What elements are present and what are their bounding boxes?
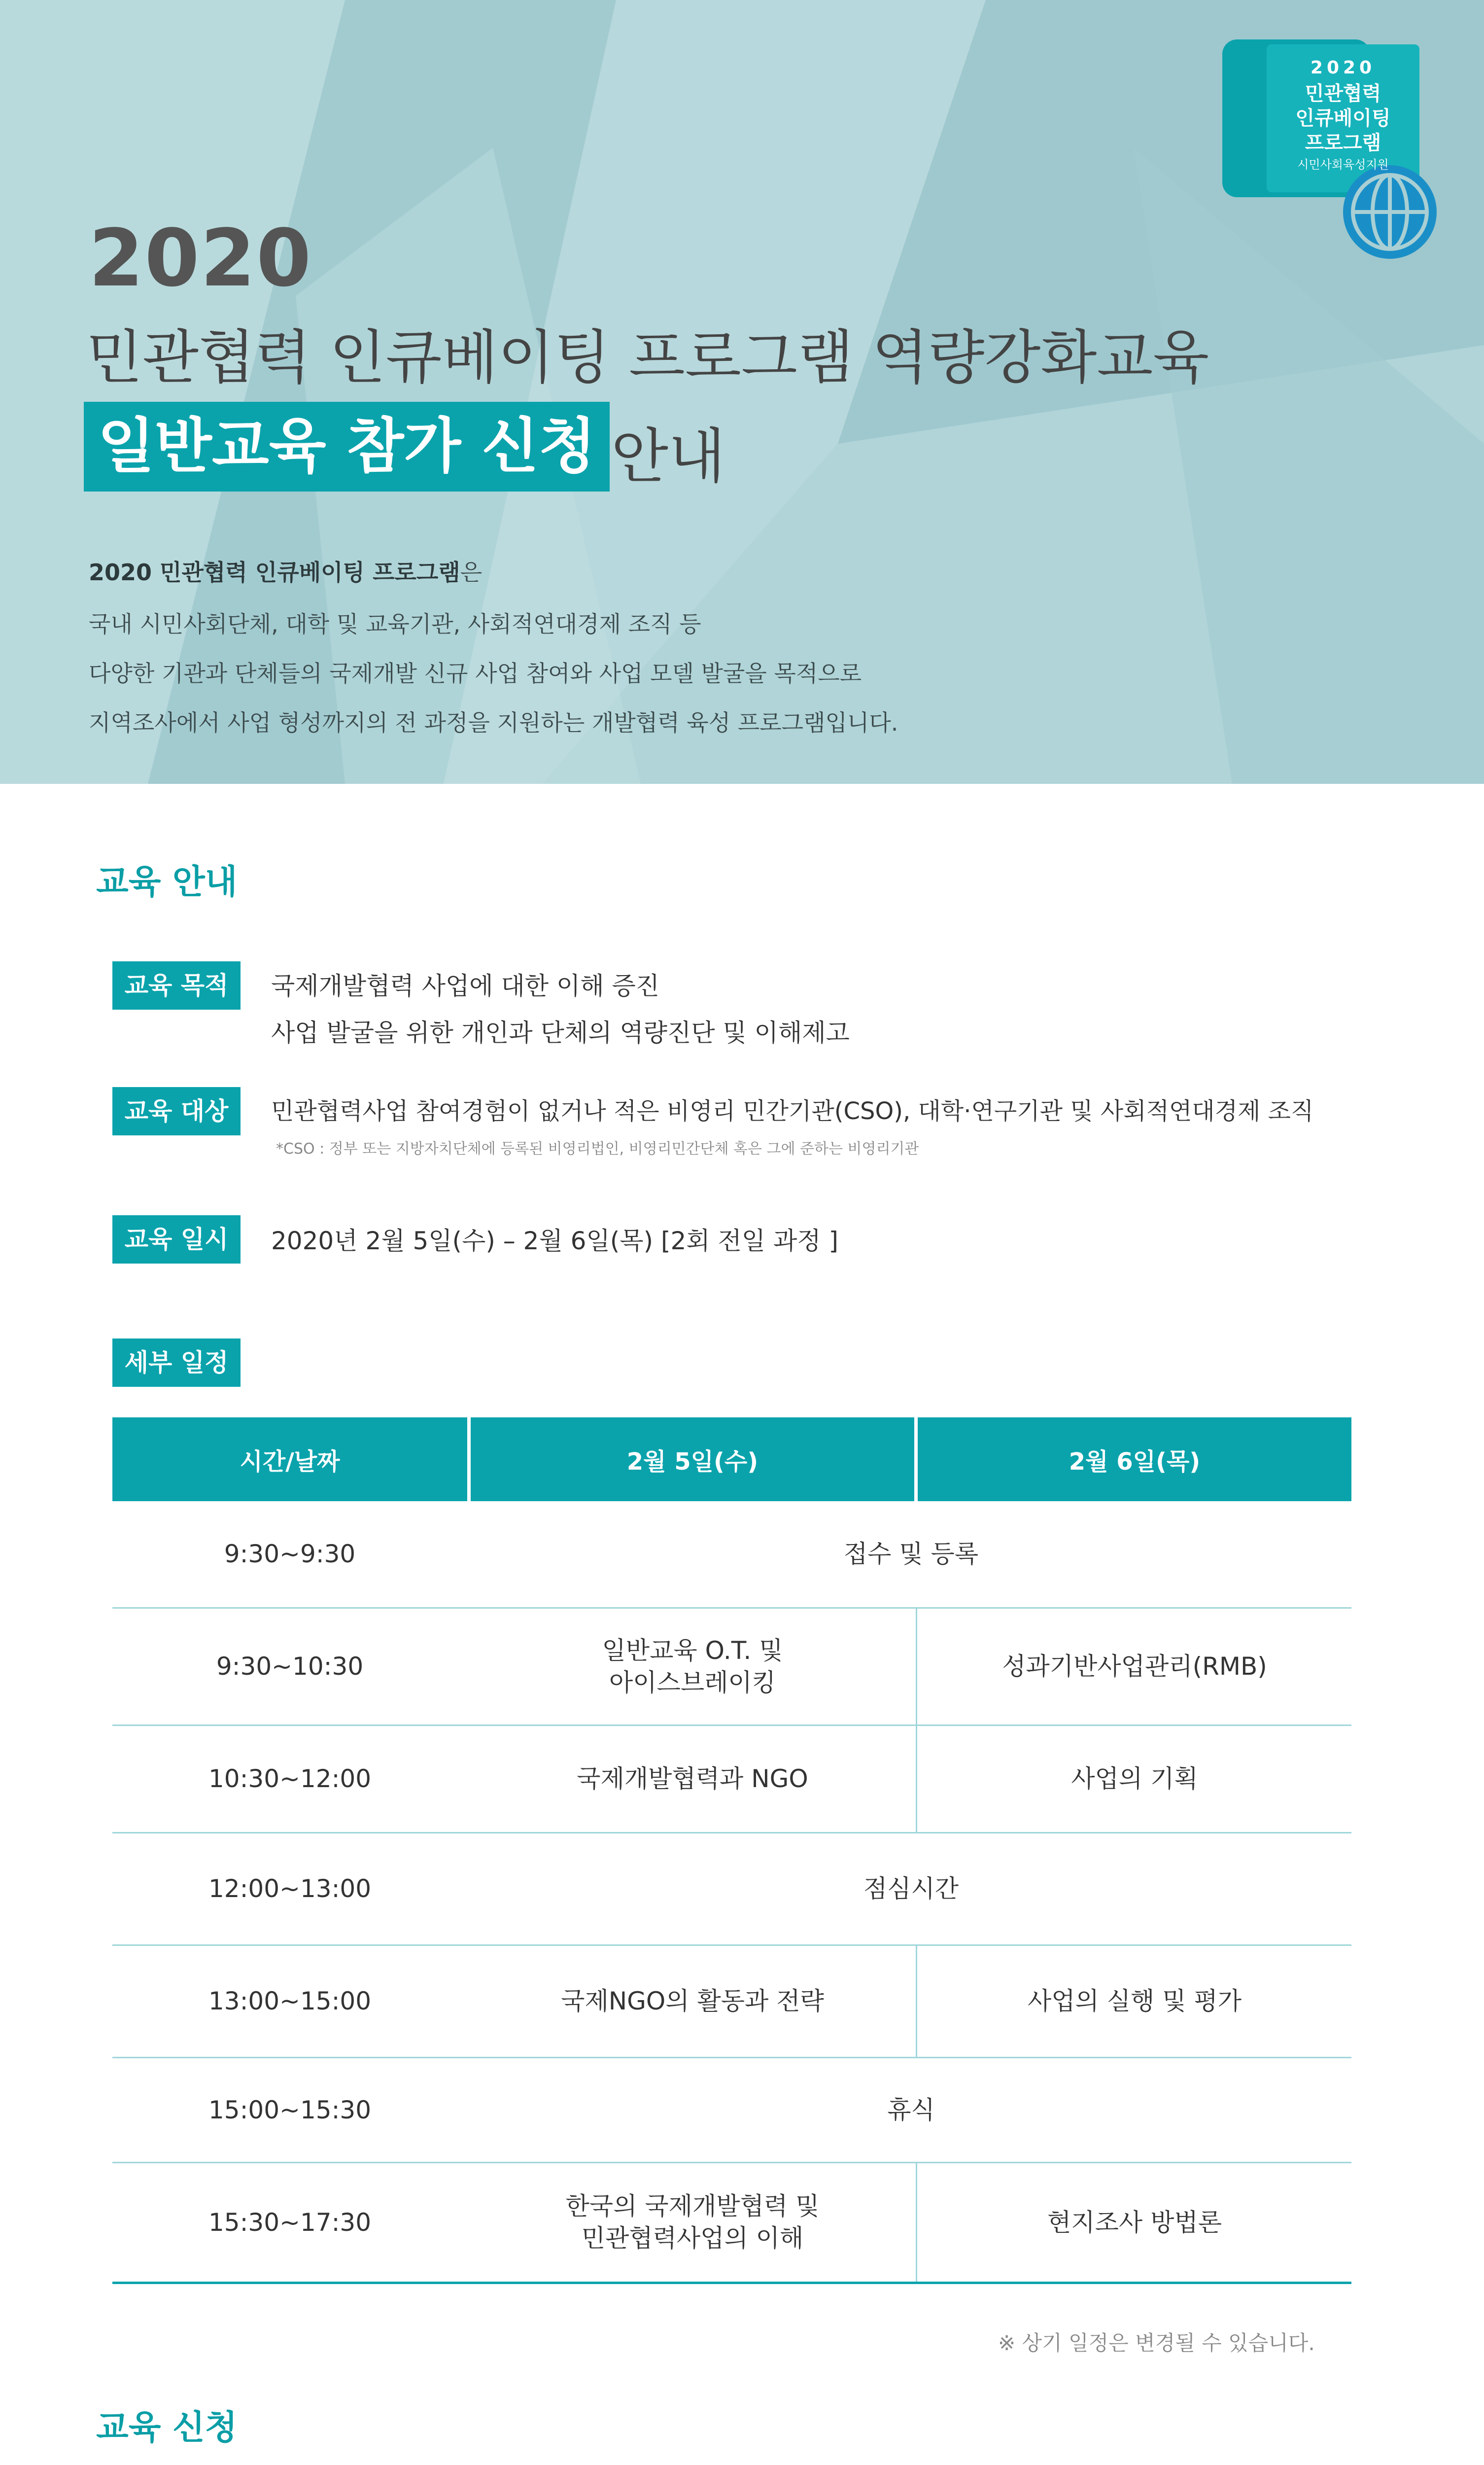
logo-line-3: 프로그램 [1305, 132, 1381, 154]
schedule-col-divider [916, 1726, 917, 1832]
schedule-row-2-time: 9:30~10:30 [216, 1652, 364, 1681]
application-title: 교육 신청 [96, 2408, 238, 2447]
header-year: 2020 [89, 212, 312, 304]
purpose-tag: 교육 목적 [112, 961, 241, 1010]
education-info-title: 교육 안내 [96, 863, 238, 902]
schedule-header-day2: 2월 6일(목) [918, 1417, 1351, 1501]
schedule-tag: 세부 일정 [112, 1338, 241, 1387]
schedule-bottom-border [112, 2282, 1351, 2284]
schedule-row-7-day2: 현지조사 방법론 [1047, 2208, 1222, 2237]
schedule-col-divider [916, 2163, 917, 2282]
logo-line-1: 민관협력 [1305, 82, 1381, 105]
logo-year: 2020 [1310, 58, 1376, 78]
schedule-row-5-day2: 사업의 실행 및 평가 [1027, 1987, 1242, 2015]
schedule-row-2-day2: 성과기반사업관리(RMB) [1002, 1652, 1267, 1681]
intro-line-2: 국내 시민사회단체, 대학 및 교육기관, 사회적연대경제 조직 등 [89, 611, 701, 637]
date-value: 2020년 2월 5일(수) – 2월 6일(목) [2회 전일 과정 ] [271, 1227, 838, 1255]
schedule-row-3-time: 10:30~12:00 [208, 1764, 372, 1793]
schedule-row-5-day1: 국제NGO의 활동과 전략 [561, 1987, 824, 2015]
intro-line-3: 다양한 기관과 단체들의 국제개발 신규 사업 참여와 사업 모델 발굴을 목적으로 [89, 660, 862, 687]
target-line-1: 민관협력사업 참여경험이 없거나 적은 비영리 민간기관(CSO), 대학·연구기관 및 사회적연대경제 조직 [271, 1097, 1314, 1125]
logo-line-2: 인큐베이팅 [1295, 107, 1391, 130]
schedule-row-3-day1: 국제개발협력과 NGO [577, 1764, 808, 1793]
intro-line-4: 지역조사에서 사업 형성까지의 전 과정을 지원하는 개발협력 육성 프로그램입니다. [89, 709, 898, 736]
schedule-row-6-merged: 휴식 [887, 2095, 935, 2124]
program-logo [1212, 30, 1444, 261]
intro-line-1-rest: 은 [460, 559, 483, 586]
schedule-note: ※ 상기 일정은 변경될 수 있습니다. [998, 2331, 1315, 2355]
schedule-header-day1: 2월 5일(수) [471, 1417, 914, 1501]
header-badge-suffix: 안내 [611, 423, 725, 491]
schedule-row-4-merged: 점심시간 [863, 1874, 959, 1903]
schedule-col-divider [916, 1609, 917, 1725]
schedule-row-4-time: 12:00~13:00 [208, 1874, 372, 1903]
schedule-header-time: 시간/날짜 [112, 1417, 467, 1501]
schedule-row-7-day1: 한국의 국제개발협력 및 민관협력사업의 이해 [565, 2192, 820, 2253]
intro-line-1 [89, 555, 482, 587]
logo-line-4: 시민사회육성지원 [1297, 158, 1389, 172]
purpose-line-2: 사업 발굴을 위한 개인과 단체의 역량진단 및 이해제고 [271, 1019, 850, 1047]
schedule-row-3-day2: 사업의 기획 [1071, 1764, 1198, 1793]
header-title: 민관협력 인큐베이팅 프로그램 역량강화교육 [86, 323, 1209, 391]
schedule-row-6-time: 15:00~15:30 [208, 2095, 372, 2124]
schedule-row-1-time: 9:30~9:30 [224, 1540, 356, 1568]
schedule-col-divider [916, 1946, 917, 2057]
schedule-row-7-time: 15:30~17:30 [208, 2208, 372, 2237]
schedule-row-2-day1: 일반교육 O.T. 및 아이스브레이킹 [602, 1636, 783, 1697]
date-tag: 교육 일시 [112, 1215, 241, 1264]
target-note: *CSO : 정부 또는 지방자치단체에 등록된 비영리법인, 비영리민간단체 혹은 그에 준하는 비영리기관 [276, 1140, 919, 1158]
header-banner [0, 0, 1484, 784]
intro-program-name: 2020 민관협력 인큐베이팅 프로그램 [89, 559, 460, 586]
target-tag: 교육 대상 [112, 1087, 241, 1135]
purpose-line-1: 국제개발협력 사업에 대한 이해 증진 [271, 972, 660, 1000]
header-badge: 일반교육 참가 신청 [84, 402, 610, 492]
schedule-row-5-time: 13:00~15:00 [208, 1987, 372, 2015]
schedule-row-1-merged: 접수 및 등록 [843, 1540, 979, 1568]
